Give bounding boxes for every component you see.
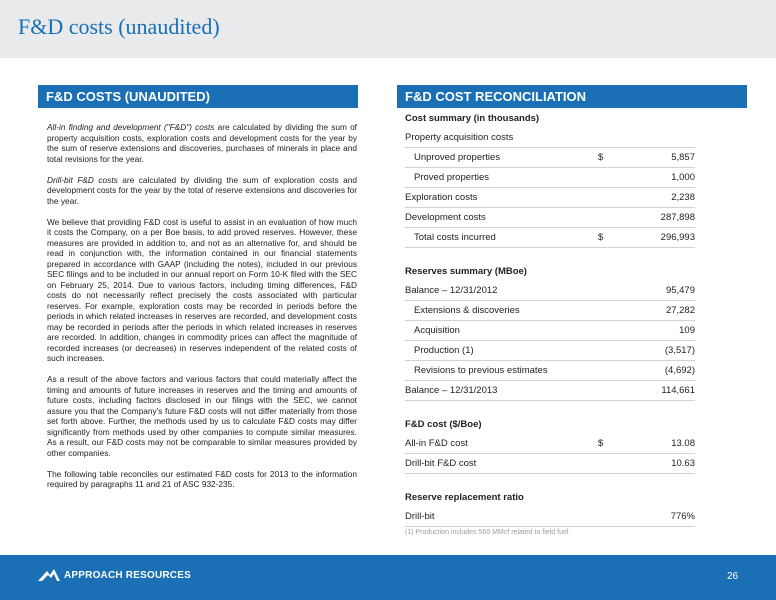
table-row: Total costs incurred $ 296,993 xyxy=(405,228,695,248)
table-row: Drill-bit 776% xyxy=(405,507,695,527)
table-row: Revisions to previous estimates (4,692) xyxy=(405,361,695,381)
table-row: Balance – 12/31/2013 114,661 xyxy=(405,381,695,401)
table-row: Drill-bit F&D cost 10.63 xyxy=(405,454,695,474)
left-section-heading: F&D COSTS (UNAUDITED) xyxy=(38,85,358,108)
paragraph-usefulness: We believe that providing F&D cost is useful to assist in an evaluation of how much it costs the Company, on a per Boe basis, to add proved reserves. However, these measures are provided in addition to, and not as an alternative for, and should be read in conjunction with, the information contained in our financial statements prepared in accordance with GAAP (including the notes), included in our previous SEC filings and to be included in our annual report on Form 10-K filed with the SEC on February 25, 2014. Due to various factors, including timing differences, F&D costs do not necessarily reflect precisely the costs associated with particular reserves. For example, exploration costs may be recorded in periods before the periods in which related increases in reserves are recorded, and development costs may be recorded in periods after the periods in which related increases in reserves are recorded. In addition, changes in commodity prices can affect the magnitude of recorded increases (or decreases) in reserves independent of the related costs of such increases. xyxy=(47,216,357,363)
page-title: F&D costs (unaudited) xyxy=(18,14,220,39)
table-row: Unproved properties $ 5,857 xyxy=(405,148,695,168)
cost-summary-title: Cost summary (in thousands) xyxy=(405,113,540,124)
table-row: Production (1) (3,517) xyxy=(405,341,695,361)
table-row: Development costs 287,898 xyxy=(405,208,695,228)
paragraph-reconcile: The following table reconciles our estimated F&D costs for 2013 to the information required by paragraphs 11 and 21 of ASC 932-235. xyxy=(47,468,357,489)
paragraph-caution: As a result of the above factors and various factors that could materially affect the timing and amounts of future increases in reserves and the timing and amounts of future costs, including factors disclosed in our filings with the SEC, we cannot assure you that the Company's future F&D costs will not differ materially from those set forth above. Further, the methods used by us to calculate F&D costs may differ significantly from methods used by other companies to compute similar measures. As a result, our F&D costs may not be comparable to similar measures provided by other companies. xyxy=(47,374,357,458)
table-row: Balance – 12/31/2012 95,479 xyxy=(405,281,695,301)
production-footnote: (1) Production includes 560 MMcf related to field fuel. xyxy=(405,529,571,536)
table-row: Proved properties 1,000 xyxy=(405,168,695,188)
fd-reconciliation-table xyxy=(405,109,695,536)
table-row: Exploration costs 2,238 xyxy=(405,188,695,208)
table-row: Extensions & discoveries 27,282 xyxy=(405,301,695,321)
reserves-summary-title: Reserves summary (MBoe) xyxy=(405,266,527,277)
paragraph-drill-bit: Drill-bit F&D costs are calculated by dividing the sum of exploration costs and development costs for the year by the total of reserve extensions and discoveries for the year. xyxy=(47,174,357,206)
fd-cost-title: F&D cost ($/Boe) xyxy=(405,419,482,430)
rrr-title: Reserve replacement ratio xyxy=(405,492,524,503)
company-name: APPROACH RESOURCES xyxy=(64,570,191,581)
table-row: Property acquisition costs xyxy=(405,128,695,148)
paragraph-all-in: All-in finding and development ("F&D") costs are calculated by dividing the sum of property acquisition costs, exploration costs and development costs for the year by the sum of reserve extensions and discoveries, purchases of minerals in place and total revisions for the year. xyxy=(47,122,357,164)
term-drill-bit: Drill-bit F&D costs xyxy=(47,174,118,185)
table-row: Acquisition 109 xyxy=(405,321,695,341)
fd-definition-text xyxy=(47,122,357,500)
right-section-heading: F&D COST RECONCILIATION xyxy=(397,85,747,108)
page-number: 26 xyxy=(727,571,739,582)
table-row: All-in F&D cost $ 13.08 xyxy=(405,434,695,454)
term-all-in: All-in finding and development ("F&D") costs xyxy=(47,122,215,132)
approach-logo-icon xyxy=(38,569,60,581)
